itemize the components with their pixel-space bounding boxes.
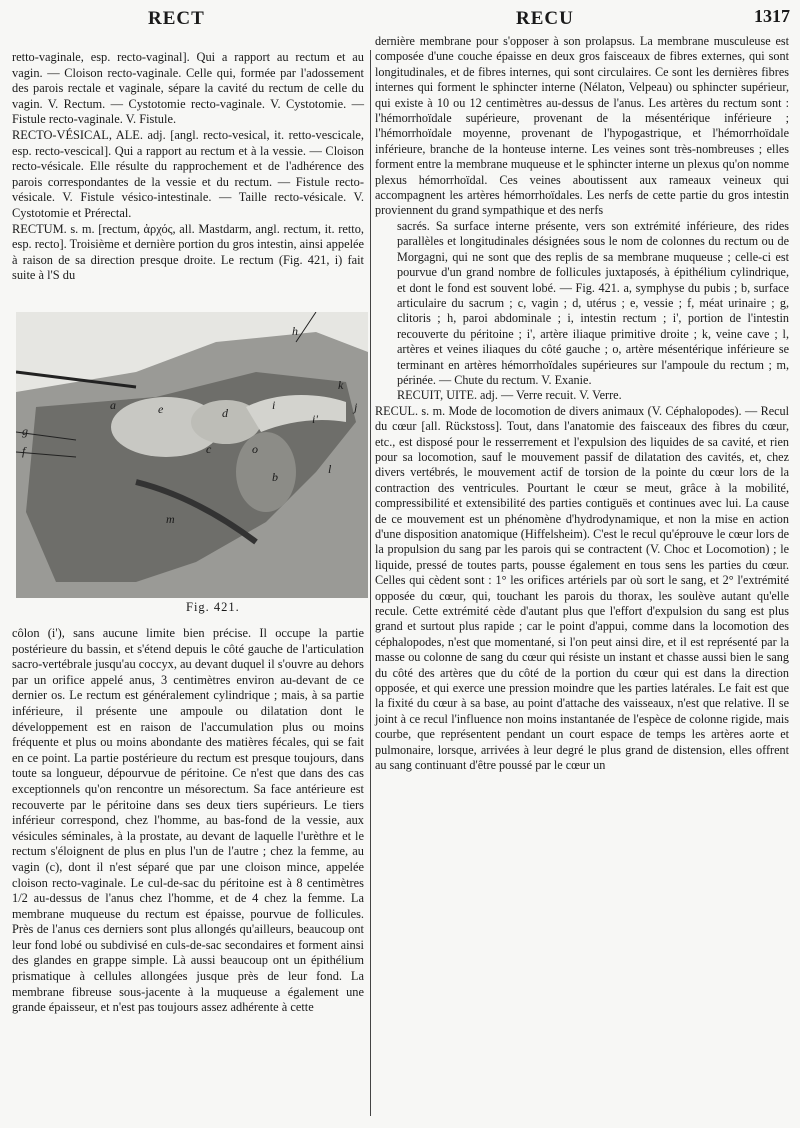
entry-recto-vesical: RECTO-VÉSICAL, ALE. adj. [angl. recto-vesical, it. retto-vescicale, esp. recto-vescical]. Qui a rapport au rectum et à la vessie. — Cloison recto-vésicale. Elle résulte du rapprochement et de l'adhérence des parois correspondantes de la vessie et du rectum. — Fistule recto-vésicale. V. Fistule vésico-intestinale. — Taille recto-vésicale. V. Cystotomie et Prérectal. [12,127,364,220]
entry-rectum: RECTUM. s. m. [rectum, ἀρχός, all. Mastdarm, angl. rectum, it. retto, esp. recto]. Troisième et dernière portion du gros intestin, ainsi appelée à raison de sa direction presque droite. Le rectum (Fig. 421, i) fait suite à l'S du [12,221,365,283]
rectum-continued: côlon (i'), sans aucune limite bien précise. Il occupe la partie postérieure du bassin, et s'étend depuis le côté gauche de l'articulation sacro-vertébrale jusqu'au coccyx, au devant duquel il s'ouvre au dehors par un orifice appelé anus, 3 centimètres environ au-devant de ce dernier os. Le rectum est généralement cylindrique ; mais, à sa partie inférieure, il présente une ampoule ou dilatation dont le développement est en raison de l'accumulation plus ou moins fréquente et plus ou moins abondante des matières fécales, qui se fait en ce point. La partie postérieure du rectum est presque toujours, dans toute sa longueur, dépourvue de péritoine. Ce n'est que dans des cas exceptionnels qu'on rencontre un mésorectum. Sa face antérieure est recouverte par le péritoine dans ses deux tiers supérieurs. Le tiers inférieur correspond, chez l'homme, au bas-fond de la vessie, aux vésicules séminales, à la prostate, au devant de laquelle l'urèthre et le rectum s'éloignent de plus en plus l'un de l'autre ; chez la femme, au vagin (c), dont il n'est séparé que par une cloison mince, appelée cloison recto-vaginale. Le cul-de-sac du péritoine est à 8 centimètres 1/2 au-dessus de l'anus chez l'homme, et de 4 chez la femme. La membrane muqueuse du rectum est épaisse, pourvue de follicules. Près de l'anus ces derniers sont plus allongés qu'ailleurs, beaucoup ont leur fond lobé ou subdivisé en culs-de-sac secondaires et forment ainsi des glandes en grappe simple. Là aussi beaucoup ont un épithélium prismatique à cellules allongées jusque près de leur fond. La membrane fibreuse sous-jacente à la muqueuse a également une grande épaisseur, et n'est pas toujours assez adhérente à cette [12,626,364,1015]
figure-label-l: l [328,462,332,476]
rectum-continued-right: dernière membrane pour s'opposer à son prolapsus. La membrane musculeuse est composée d'une couche épaisse en deux gros faisceaux de fibres externes, qui sont longitudinales, et de fibres internes, qui sont circulaires. Ce sont les dernières fibres internes qui forment le sphincter interne (Nélaton, Velpeau) ou sphincter supérieur, qui existe à 10 ou 12 centimètres au-dessus de l'anus. Les artères du rectum sont : l'hémorrhoïdale supérieure, provenant de la mésentérique inférieure ; l'hémorrhoïdale moyenne, provenant de l'hypogastrique, et l'hémorrhoïdale inférieure, branche de la honteuse interne. Les veines sont très-nombreuses ; elles forment entre la membrane muqueuse et le sphincter interne un plexus qu'on nomme plexus hémorrhoïdal. Ces veines aboutissent aux rameaux veineux qui accompagnent les artères hémorrhoïdales. Les nerfs de cette partie du gros intestin proviennent du grand sympathique et des nerfs [375,34,789,218]
entry-recul: RECUL. s. m. Mode de locomotion de divers animaux (V. Céphalopodes). — Recul du cœur [all. Rückstoss]. Tout, dans l'anatomie des faisceaux des fibres du cœur, etc., est disposé pour le resserrement et l'expulsion des liquides de sa cavité, et rien pour sa locomotion, sauf le mouvement passif de dilatation des cavités, et, chez divers vertébrés, le mouvement actif de torsion de la pointe du cœur lors de la contraction des ventricules. Pourtant le cœur se meut, grâce à la mobilité, compressibilité et extensibilité des parties contiguës et continues avec lui. La cause de ce mouvement est un phénomène d'hydrodynamique, et non la mise en action d'une disposition anatomique (Hiffelsheim). C'est le recul qu'éprouve le cœur lors de la propulsion du sang par les parois qui se contractent (V. Choc et Locomotion) ; le liquide, pressé de toutes parts, pousse également en tous sens les parties du cœur. Celles qui cèdent sont : 1° les orifices artériels par où sort le sang, et 2° l'extrémité opposée du cœur, qui, touchant les parois du thorax, les soulève autant qu'elle recule. Cette extrémité cède d'autant plus que l'effort d'expulsion du sang est plus grand et surtout plus rapide ; car le point d'appui, comme dans la locomotion des céphalopodes, n'est que momentané, si l'on peut ainsi dire, et il est représenté par la masse ou colonne de sang du cœur qui résiste un instant et chasse aussi bien le sang du côté des artères que du côté de la portion du cœur qui est dans la direction opposée, et qui exerce une pression moindre que les parties latérales. Le fait est que la fixité du cœur à sa base, au point d'attache des vaisseaux, n'est que relative. Il se joint à ce recul l'influence non moins instantanée de l'espèce de colonne rigide, mais courbe, que représentent pendant un court espace de temps les artères aorte et pulmonaire, lorsque, arrivées à leur degré le plus grand de distension, elles offrent au sang continuant d'être poussé par le cœur un [375,403,789,773]
figure-label-o: o [252,442,258,456]
figure-label-b: b [272,470,278,484]
column-rule [370,50,371,1116]
figure-label-k: k [338,378,344,392]
figure-label-j: j [354,400,358,414]
entry-recto-vaginal: retto-vaginale, esp. recto-vaginal]. Qui a rapport au rectum et au vagin. — Cloison recto-vaginale. Celle qui, formée par l'adossement des parois rectale et vaginale, sépare la cavité du rectum de celle du vagin. V. Rectum. — Cystotomie recto-vaginale. V. Cystotomie. — Fistule recto-vaginale. V. Fistule. [12,50,364,127]
entry-recuit: RECUIT, UITE. adj. — Verre recuit. V. Verre. [397,388,622,403]
figure-label-a: a [110,398,116,412]
figure-label-f: f [22,444,26,458]
figure-label-e: e [158,402,164,416]
running-head-left: RECT [148,8,205,29]
figure-label-d: d [222,406,228,420]
rectum-figure-legend: sacrés. Sa surface interne présente, vers son extrémité inférieure, des rides parallèles et longitudinales désignées sous le nom de colonnes du rectum ou de Morgagni, qui ne sont que des replis de sa membrane muqueuse ; celle-ci est pourvue d'un grand nombre de follicules juxtaposés, à épithélium cylindrique, et dont le fond est souvent lobé. — Fig. 421. a, symphyse du pubis ; b, surface articulaire du sacrum ; c, vagin ; d, utérus ; e, vessie ; f, méat urinaire ; g, clitoris ; h, paroi abdominale ; i, intestin rectum ; i', portion de l'intestin recouverte du péritoine ; i', artère iliaque primitive droite ; k, veine cave ; l, artères et veines iliaques du côté gauche ; o, artère mésentérique inférieure se terminant en artères hémorrhoïdales supérieures sur l'ampoule du rectum ; m, périnée. — Chute du rectum. V. Exanie. [397,218,789,387]
figure-label-h: h [292,324,298,338]
running-head-right: RECU [516,8,574,29]
figure-caption: Fig. 421. [186,600,240,614]
figure-label-i: i [272,398,276,412]
figure-label-c: c [206,442,212,456]
left-column-top [12,50,364,284]
pelvis-section-illustration [16,312,368,598]
figure-label-g: g [22,424,28,438]
left-column-bottom [12,626,364,1016]
right-column [375,34,789,774]
anatomical-figure [16,312,368,598]
figure-label-m: m [166,512,175,526]
page-number: 1317 [754,6,790,26]
figure-label-i-prime: i' [312,412,318,426]
